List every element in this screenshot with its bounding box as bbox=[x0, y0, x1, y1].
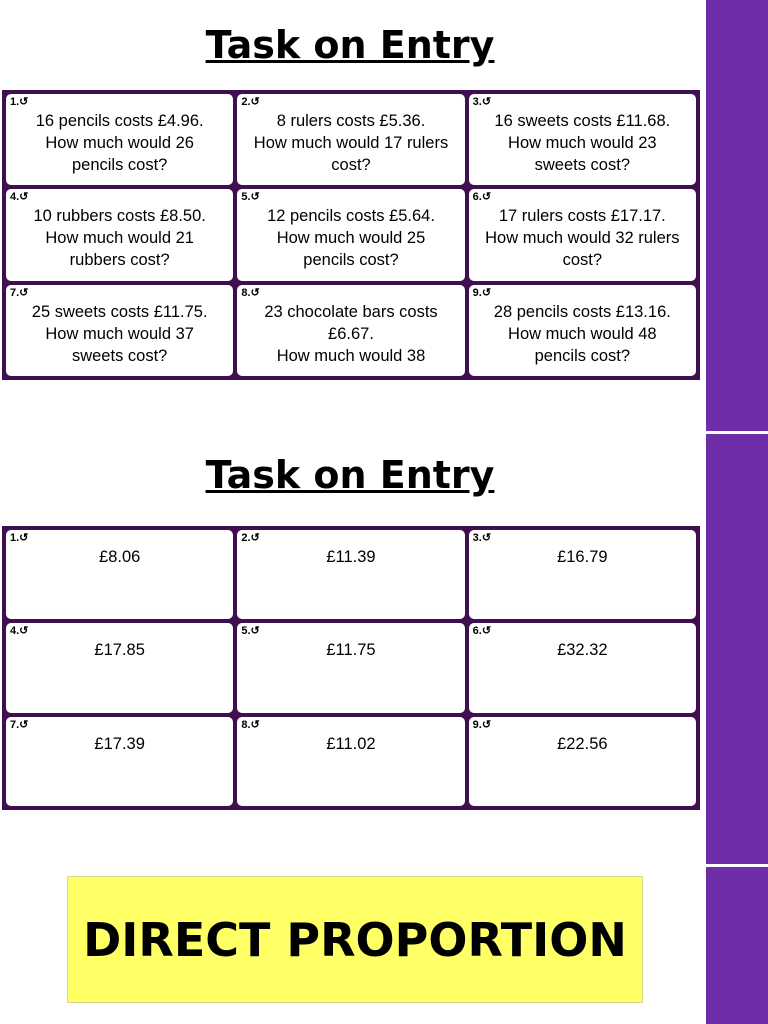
question-text: 23 chocolate bars costs £6.67. How much would 38 bbox=[264, 302, 438, 365]
answer-card bbox=[237, 623, 464, 712]
question-card bbox=[6, 94, 233, 185]
sidebar-panel-bottom bbox=[706, 867, 768, 1024]
answer-text: £11.02 bbox=[326, 734, 376, 753]
answer-text: £8.06 bbox=[99, 548, 141, 566]
answer-card bbox=[237, 530, 464, 619]
question-card bbox=[237, 285, 464, 376]
answer-card bbox=[6, 530, 233, 619]
sidebar-panel-middle bbox=[706, 434, 768, 864]
answer-card bbox=[237, 717, 464, 806]
answer-text: £32.32 bbox=[557, 641, 608, 660]
answer-number: 2.↺ bbox=[241, 532, 260, 544]
question-number: 3.↺ bbox=[472, 96, 492, 108]
question-grid bbox=[2, 90, 700, 380]
question-text: 25 sweets costs £11.75. How much would 37 sweets cost? bbox=[31, 302, 208, 365]
question-number: 7.↺ bbox=[10, 286, 29, 299]
topic-banner bbox=[67, 876, 643, 1003]
question-card bbox=[237, 189, 464, 280]
answer-card bbox=[6, 623, 233, 712]
sidebar-panel-top bbox=[706, 0, 768, 431]
question-text: 16 pencils costs £4.96. How much would 26 pencils cost? bbox=[35, 112, 204, 174]
question-number: 9.↺ bbox=[472, 286, 492, 299]
question-card bbox=[469, 189, 696, 280]
question-number: 8.↺ bbox=[241, 286, 260, 299]
question-text: 17 rulers costs £17.17. How much would 32 rulers cost? bbox=[485, 207, 680, 270]
answer-text: £16.79 bbox=[557, 548, 608, 566]
question-text: 10 rubbers costs £8.50. How much would 21 rubbers cost? bbox=[33, 207, 206, 270]
answer-number: 3.↺ bbox=[472, 532, 492, 544]
question-number: 2.↺ bbox=[241, 96, 260, 108]
question-card bbox=[237, 94, 464, 185]
answer-text: £17.39 bbox=[94, 734, 145, 753]
answer-number: 4.↺ bbox=[10, 625, 29, 638]
task-title-top: Task on Entry bbox=[205, 23, 495, 67]
answer-card bbox=[469, 717, 696, 806]
task-title-bottom: Task on Entry bbox=[205, 453, 495, 497]
answer-grid bbox=[2, 526, 700, 810]
answer-number: 8.↺ bbox=[241, 718, 260, 731]
question-number: 4.↺ bbox=[10, 191, 29, 204]
answer-number: 7.↺ bbox=[10, 718, 29, 731]
answer-text: £11.75 bbox=[326, 641, 376, 660]
question-card bbox=[469, 285, 696, 376]
answer-number: 9.↺ bbox=[472, 718, 492, 731]
answer-number: 1.↺ bbox=[10, 532, 29, 544]
answer-card bbox=[469, 623, 696, 712]
answer-text: £11.39 bbox=[326, 548, 376, 566]
question-card bbox=[469, 94, 696, 185]
answer-card bbox=[469, 530, 696, 619]
question-number: 5.↺ bbox=[241, 191, 260, 204]
question-text: 28 pencils costs £13.16. How much would 48 pencils cost? bbox=[493, 302, 671, 365]
answer-number: 6.↺ bbox=[472, 625, 492, 638]
answer-text: £22.56 bbox=[557, 734, 608, 753]
question-text: 8 rulers costs £5.36. How much would 17 rulers cost? bbox=[253, 112, 449, 174]
question-text: 12 pencils costs £5.64. How much would 25 pencils cost? bbox=[267, 207, 435, 270]
answer-text: £17.85 bbox=[94, 641, 145, 660]
question-card bbox=[6, 189, 233, 280]
answer-number: 5.↺ bbox=[241, 625, 260, 638]
question-card bbox=[6, 285, 233, 376]
question-number: 6.↺ bbox=[472, 191, 492, 204]
question-text: 16 sweets costs £11.68. How much would 23 sweets cost? bbox=[494, 112, 671, 174]
answer-card bbox=[6, 717, 233, 806]
topic-banner-text: DIRECT PROPORTION bbox=[83, 912, 627, 967]
question-number: 1.↺ bbox=[10, 96, 29, 108]
